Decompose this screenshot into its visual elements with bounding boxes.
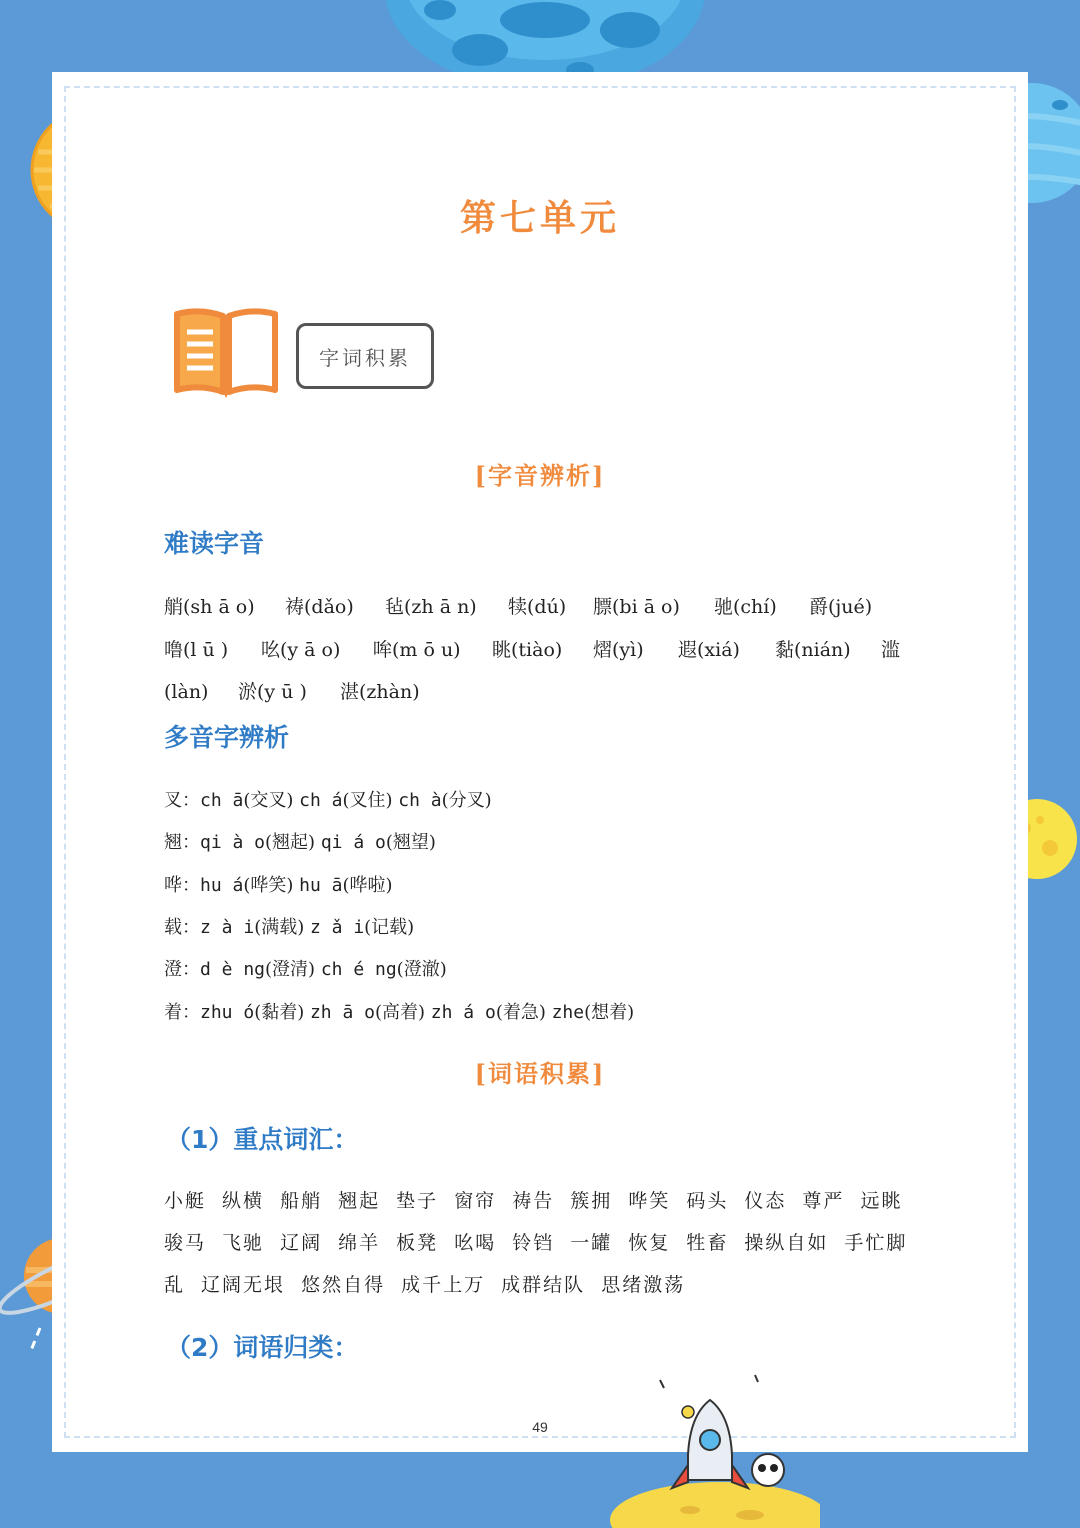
example-word: (着急) [495,1002,546,1023]
polyphone-row [164,828,436,854]
example-word: (翘望) [385,832,436,853]
hard-item: 湛(zhàn) [340,681,420,703]
hard-row-1 [164,592,872,619]
polyphone-char: 翘： [164,832,200,853]
pinyin: zhe [551,1002,585,1023]
example-word: (澄澈) [396,959,447,980]
hard-item: 犊(dú) [508,596,567,618]
pinyin: d è ng [200,959,266,980]
example-word: (满载) [254,917,305,938]
polyphone-row [164,786,492,812]
hard-item: 毡(zh ā n) [385,596,477,618]
word-classification-heading: （2）词语归类： [166,1333,359,1362]
example-word: (黏着) [254,1002,305,1023]
hard-item: 驰(chí) [714,596,777,618]
hard-item: 淤(y ū ) [238,681,307,703]
hard-row-3 [164,677,420,704]
pinyin: hu ā [299,875,343,896]
hard-item: (làn) [164,681,209,703]
example-word: (高着) [375,1002,426,1023]
example-word: (记载) [364,917,415,938]
section-heading-vocabulary: [词语积累] [474,1059,606,1088]
hard-pronunciation-heading: 难读字音 [164,529,265,558]
example-word: (叉住) [342,790,393,811]
example-word: (翘起) [265,832,316,853]
polyphone-row [164,998,634,1024]
hard-item: 艄(sh ā o) [164,596,255,618]
hard-item: 哞(m ō u) [373,639,461,661]
polyphone-char: 着： [164,1002,200,1023]
hard-row-2 [164,635,900,662]
example-word: (哗啦) [342,875,393,896]
pinyin: qi á o [320,832,386,853]
example-word: (哗笑) [243,875,294,896]
polyphone-char: 哗： [164,875,200,896]
rocket-panda-illustration [600,1370,820,1528]
hard-item: 滥 [881,639,901,661]
unit-title: 第七单元 [459,197,620,239]
section-heading-pronunciation: [字音辨析] [474,461,606,490]
pinyin: zh ā o [309,1002,375,1023]
hard-item: 吆(y ā o) [261,639,341,661]
hard-item: 眺(tiào) [492,639,563,661]
hard-item: 噜(l ū ) [164,639,229,661]
polyphone-heading: 多音字辨析 [164,723,290,752]
polyphone-row [164,913,414,939]
polyphone-row [164,955,447,981]
book-icon [173,308,279,400]
pinyin: z à i [200,917,255,938]
polyphone-char: 澄： [164,959,200,980]
pinyin: ch é ng [320,959,397,980]
pinyin: ch à [398,790,442,811]
example-word: (交叉) [243,790,294,811]
example-word: (想着) [584,1002,635,1023]
polyphone-char: 叉： [164,790,200,811]
example-word: (澄清) [265,959,316,980]
key-words-heading: （1）重点词汇： [166,1125,359,1154]
pinyin: zhu ó [200,1002,255,1023]
example-word: (分叉) [441,790,492,811]
section-badge: 字词积累 [296,323,434,389]
hard-item: 膘(bi ā o) [593,596,680,618]
pinyin: qi à o [200,832,266,853]
pinyin: ch ā [200,790,244,811]
pinyin: zh á o [430,1002,496,1023]
pinyin: z ǎ i [309,917,365,938]
pinyin: ch á [299,790,343,811]
pinyin: hu á [200,875,244,896]
polyphone-row [164,871,393,897]
page-number: 49 [532,1419,548,1435]
key-words-list: 小艇 纵横 船艄 翘起 垫子 窗帘 祷告 簇拥 哗笑 码头 仪态 尊严 远眺 骏马 飞驰 辽阔 绵羊 板凳 吆喝 铃铛 一罐 恢复 牲畜 操纵自如 手忙脚乱 辽阔无垠 悠然自得 成千上万 成群结队 思绪激荡 [164,1190,908,1296]
hard-item: 祷(dǎo) [285,596,354,618]
hard-item: 爵(jué) [809,596,873,618]
hard-item: 遐(xiá) [678,639,740,661]
hard-item: 熠(yì) [593,639,644,661]
hard-item: 黏(nián) [775,639,851,661]
polyphone-char: 载： [164,917,200,938]
